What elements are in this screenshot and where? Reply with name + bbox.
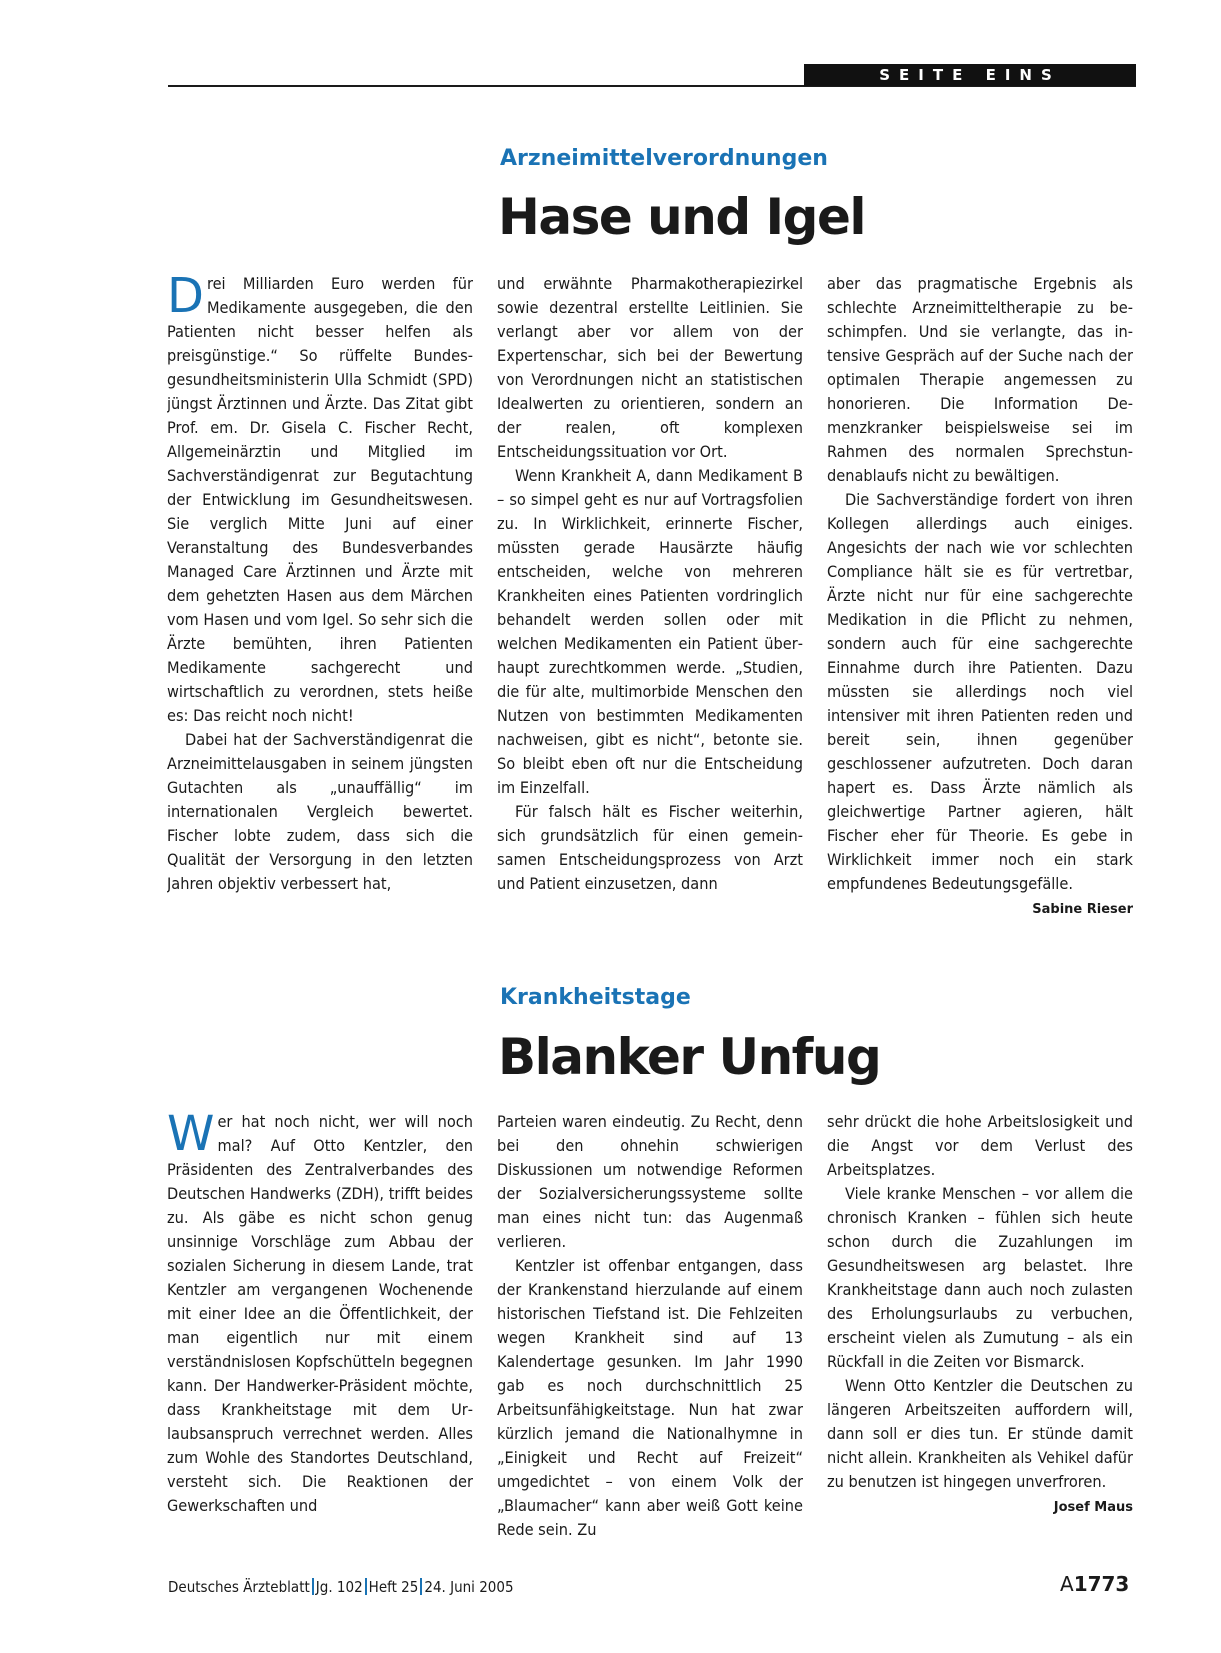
article1-column-3	[827, 272, 1133, 920]
article2-col1-text-1: er hat noch nicht, wer will noch mal? Auf Otto Kentzler, den Präsidenten des Zentralverbandes des Deutschen Handwerks (ZDH), trifft beides zu. Als gäbe es nicht schon genug unsinnige Vorschläge zum Abbau der sozialen Sicherung in diesem Lande, trat Kentzler am vergangenen Wochenende mit einer Idee an die Öffentlichkeit, der man eigentlich nur mit einem verständnislosen Kopfschütteln begegnen kann. Der Handwerker-Präsident möchte, dass Krankheitstage mit dem Urlaubsanspruch verrechnet werden. Alles zum Wohle des Standortes Deutschland, versteht sich. Die Reaktionen der Gewerkschaften und	[167, 1112, 473, 1515]
article1-col2-para-3: Für falsch hält es Fischer weiterhin, sich grundsätzlich für einen gemeinsamen Entscheidungsprozess von Arzt und Patient einzusetzen, dann	[497, 802, 803, 893]
page-prefix: A	[1060, 1572, 1074, 1596]
article1-col3-para-2	[827, 488, 1133, 917]
author-byline: Sabine Rieser	[1032, 902, 1133, 917]
footer	[168, 1578, 514, 1596]
article1-col3-para-1: aber das pragmatische Ergebnis als schlechte Arzneimitteltherapie zu beschimpfen. Und sie verlangte, das intensive Gespräch auf der Suche nach der optimalen Therapie angemessen zu honorieren. Die Information Demenzkranker beispielsweise sei im Rahmen des normalen Sprechstundenablaufs nicht zu bewältigen.	[827, 274, 1133, 485]
article2-col1-para-1	[167, 1110, 473, 1518]
volume: Jg. 102	[315, 1578, 363, 1596]
author-byline: Josef Maus	[1053, 1500, 1133, 1515]
article2-title: Blanker Unfug	[498, 1028, 881, 1086]
section-tag: SEITE EINS	[804, 64, 1136, 86]
article2-col3-para-1: sehr drückt die hohe Arbeitslosigkeit und die Angst vor dem Verlust des Arbeitsplatzes.	[827, 1112, 1133, 1179]
dropcap: W	[167, 1110, 215, 1162]
article2-col3-para-2: Viele kranke Menschen – vor allem die chronisch Kranken – fühlen sich heute schon durch die Zuzahlungen im Gesundheitswesen arg belastet. Ihre Krankheitstage dann auch noch zulasten des Erholungsurlaubs zu verbuchen, erscheint vielen als Zumutung – als ein Rückfall in die Zeiten vor Bismarck.	[827, 1184, 1133, 1371]
separator-bar	[312, 1578, 314, 1595]
article2-col3-text-3: Wenn Otto Kentzler die Deutschen zu längeren Arbeitszeiten auffordern will, dann soll er dies tun. Er stünde damit nicht allein. Krankheiten als Vehikel dafür zu benutzen ist hingegen unverfroren.	[827, 1376, 1133, 1491]
article1-col1-para-1	[167, 272, 473, 728]
article2-col2-para-1: Parteien waren eindeutig. Zu Recht, denn bei den ohnehin schwierigen Diskussionen um notwendige Reformen der Sozialversicherungssysteme sollte man eines nicht tun: das Augenmaß verlieren.	[497, 1112, 803, 1251]
article1-kicker: Arzneimittelverordnungen	[500, 146, 828, 171]
article2-col3-para-3	[827, 1374, 1133, 1515]
article1-col3-text-2: Die Sachverständige fordert von ihren Kollegen allerdings auch einiges. Angesichts der nach wie vor schlechten Compliance hält sie es für vertretbar, Ärzte nicht nur für eine sachgerechte Medikation in die Pflicht zu nehmen, sondern auch für eine sachgerechte Einnahme durch ihre Patienten. Dazu müssten sie allerdings noch viel intensiver mit ihren Patienten reden und bereit sein, ihnen gegenüber geschlossener aufzutreten. Doch daran hapert es. Dass Ärzte nämlich als gleichwertige Partner agieren, hält Fischer eher für Theorie. Es gebe in Wirklichkeit immer noch ein stark empfundenes Bedeutungsgefälle.	[827, 490, 1133, 893]
article1-col1-text-1: rei Milliarden Euro werden für Medikamente ausgegeben, die den Patienten nicht besser helfen als preisgünstige.“ So rüffelte Bundesgesundheitsministerin Ulla Schmidt (SPD) jüngst Ärztinnen und Ärzte. Das Zitat gibt Prof. em. Dr. Gisela C. Fischer Recht, Allgemeinärztin und Mitglied im Sachverständigenrat zur Begutachtung der Entwicklung im Gesundheitswesen. Sie verglich Mitte Juni auf einer Veranstaltung des Bundesverbandes Managed Care Ärztinnen und Ärzte mit dem gehetzten Hasen aus dem Märchen vom Hasen und vom Igel. So sehr sich die Ärzte bemühten, ihren Patienten Medikamente sachgerecht und wirtschaftlich zu verordnen, stets heiße es: Das reicht noch nicht!	[167, 274, 473, 725]
article1-column-1	[167, 272, 473, 920]
separator-bar	[420, 1578, 422, 1595]
issue-date: 24. Juni 2005	[424, 1578, 514, 1596]
article1-col2-para-1: und erwähnte Pharmakotherapiezirkel sowie dezentral erstellte Leitlinien. Sie verlangt aber vor allem von der Expertenschar, sich bei der Bewertung von Verordnungen nicht an statistischen Idealwerten zu orientieren, sondern an der realen, oft komplexen Entscheidungssituation vor Ort.	[497, 274, 803, 461]
page-number	[1060, 1572, 1129, 1596]
article1-column-2	[497, 272, 803, 920]
article2-column-3	[827, 1110, 1133, 1542]
article2-kicker: Krankheitstage	[500, 985, 691, 1010]
dropcap: D	[167, 272, 204, 324]
journal-name: Deutsches Ärzteblatt	[168, 1578, 310, 1596]
separator-bar	[365, 1578, 367, 1595]
article1-col2-para-2: Wenn Krankheit A, dann Medikament B – so simpel geht es nur auf Vortragsfolien zu. In Wirklichkeit, erinnerte Fischer, müssten gerade Hausärzte häufig entscheiden, welche von mehreren Krankheiten eines Patienten vordringlich behandelt werden sollen oder mit welchen Medikamenten ein Patient überhaupt zurechtkommen werde. „Studien, die für alte, multimorbide Menschen den Nutzen von bestimmten Medikamenten nachweisen, gibt es nicht“, betonte sie. So bleibt eben oft nur die Entscheidung im Einzelfall.	[497, 466, 803, 797]
page-number-value: 1773	[1073, 1572, 1130, 1596]
article1-title: Hase und Igel	[498, 188, 865, 246]
issue: Heft 25	[368, 1578, 419, 1596]
article2-col2-para-2: Kentzler ist offenbar entgangen, dass der Krankenstand hierzulande auf einem historischen Tiefstand ist. Die Fehlzeiten wegen Krankheit sind auf 13 Kalendertage gesunken. Im Jahr 1990 gab es noch durchschnittlich 25 Arbeitsunfähigkeitstage. Nun hat zwar kürzlich jemand die Nationalhymne in „Einigkeit und Recht auf Freizeit“ umgedichtet – von einem Volk der „Blaumacher“ kann aber weiß Gott keine Rede sein. Zu	[497, 1256, 803, 1539]
article2-column-2	[497, 1110, 803, 1542]
article2-column-1	[167, 1110, 473, 1542]
article1-col1-para-2: Dabei hat der Sachverständigenrat die Arzneimittelausgaben in seinem jüngsten Gutachten als „unauffällig“ im internationalen Vergleich bewertet. Fischer lobte zudem, dass sich die Qualität der Versorgung in den letzten Jahren objektiv verbessert hat,	[167, 730, 473, 893]
